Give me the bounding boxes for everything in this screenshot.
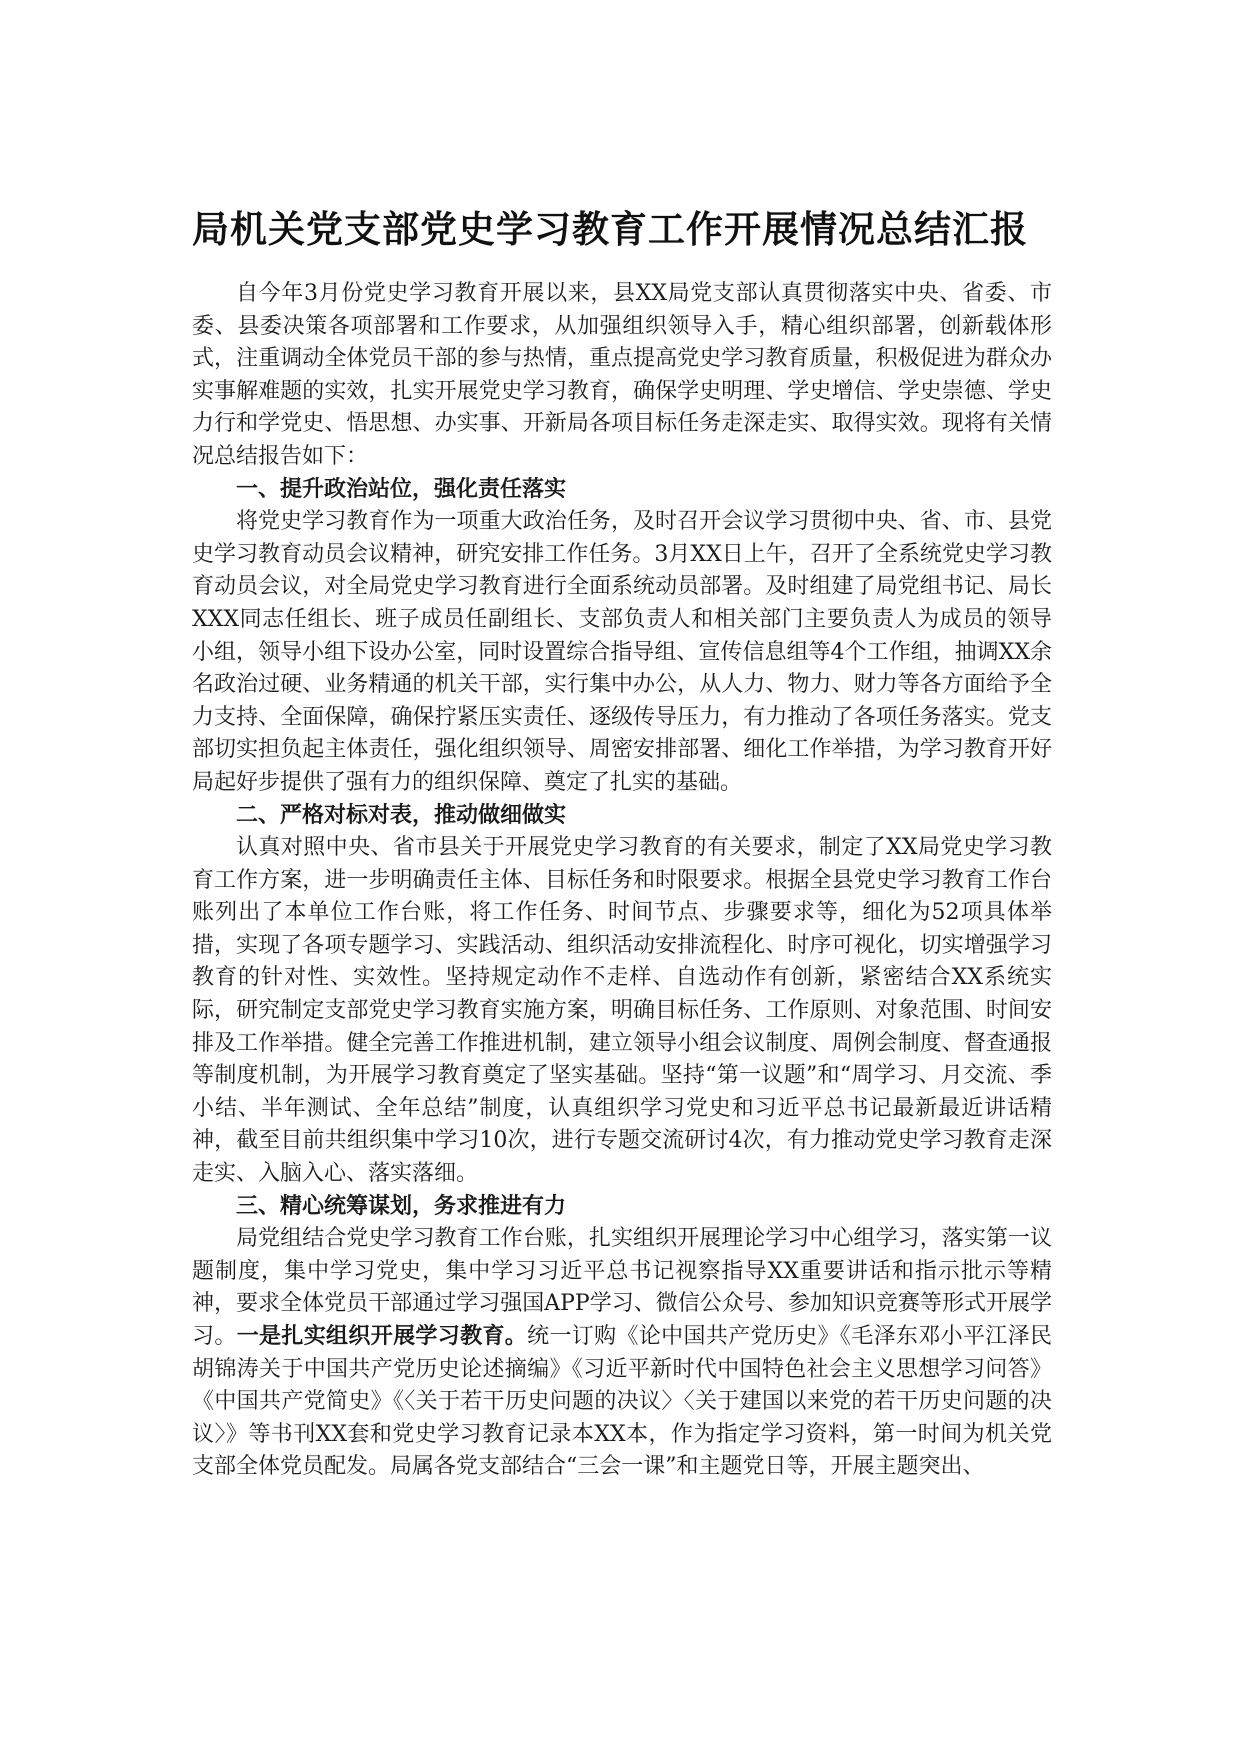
section-2-paragraph: 认真对照中央、省市县关于开展党史学习教育的有关要求，制定了XX局党史学习教育工作方案，进一步明确责任主体、目标任务和时限要求。根据全县党史学习教育工作台账列出了本单位工作台账，将工作任务、时间节点、步骤要求等，细化为52项具体举措，实现了各项专题学习、实践活动、组织活动安排流程化、时序可视化，切实增强学习教育的针对性、实效性。坚持规定动作不走样、自选动作有创新，紧密结合XX系统实际，研究制定支部党史学习教育实施方案，明确目标任务、工作原则、对象范围、时间安排及工作举措。健全完善工作推进机制，建立领导小组会议制度、周例会制度、督查通报等制度机制，为开展学习教育奠定了坚实基础。坚持“第一议题”和“周学习、月交流、季小结、半年测试、全年总结”制度，认真组织学习党史和习近平总书记最新最近讲话精神，截至目前共组织集中学习10次，进行专题交流研讨4次，有力推动党史学习教育走深走实、入脑入心、落实落细。: [192, 835, 1052, 1187]
section-1-heading: 一、提升政治站位，强化责任落实: [236, 476, 567, 502]
section-3-paragraph: [192, 1223, 1052, 1484]
section-3-bold-lead: 一是扎实组织开展学习教育。: [236, 1324, 528, 1349]
section-3-heading: 三、精心统筹谋划，务求推进有力: [236, 1193, 567, 1219]
section-3-text-part2: 统一订购《论中国共产党历史》《毛泽东邓小平江泽民胡锦涛关于中国共产党历史论述摘编》《习近平新时代中国特色社会主义思想学习问答》《中国共产党简史》《〈关于若干历史问题的决议〉〈关于建国以来党的若干历史问题的决议〉》等书刊XX套和党史学习教育记录本XX本，作为指定学习资料，第一时间为机关党支部全体党员配发。局属各党支部结合“三会一课”和主题党日等，开展主题突出、: [192, 1324, 1052, 1480]
section-2-heading: 二、严格对标对表，推动做细做实: [236, 802, 567, 828]
document-body: [192, 202, 1052, 1484]
intro-paragraph: 自今年3月份党史学习教育开展以来，县XX局党支部认真贯彻落实中央、省委、市委、县委决策各项部署和工作要求，从加强组织领导入手，精心组织部署，创新载体形式，注重调动全体党员干部的参与热情，重点提高党史学习教育质量，积极促进为群众办实事解难题的实效，扎实开展党史学习教育，确保学史明理、学史增信、学史崇德、学史力行和学党史、悟思想、办实事、开新局各项目标任务走深走实、取得实效。现将有关情况总结报告如下：: [192, 281, 1052, 469]
section-1-paragraph: 将党史学习教育作为一项重大政治任务，及时召开会议学习贯彻中央、省、市、县党史学习教育动员会议精神，研究安排工作任务。3月XX日上午，召开了全系统党史学习教育动员会议，对全局党史学习教育进行全面系统动员部署。及时组建了局党组书记、局长XXX同志任组长、班子成员任副组长、支部负责人和相关部门主要负责人为成员的领导小组，领导小组下设办公室，同时设置综合指导组、宣传信息组等4个工作组，抽调XX余名政治过硬、业务精通的机关干部，实行集中办公，从人力、物力、财力等各方面给予全力支持、全面保障，确保拧紧压实责任、逐级传导压力，有力推动了各项任务落实。党支部切实担负起主体责任，强化组织领导、周密安排部署、细化工作举措，为学习教育开好局起好步提供了强有力的组织保障、奠定了扎实的基础。: [192, 509, 1052, 795]
section-3-text-part1: 局党组结合党史学习教育工作台账，扎实组织开展理论学习中心组学习，落实第一议题制度，集中学习党史，集中学习习近平总书记视察指导XX重要讲话和指示批示等精神，要求全体党员干部通过学习强国APP学习、微信公众号、参加知识竞赛等形式开展学习。: [192, 1226, 1052, 1349]
document-title: 局机关党支部党史学习教育工作开展情况总结汇报: [192, 208, 1028, 251]
